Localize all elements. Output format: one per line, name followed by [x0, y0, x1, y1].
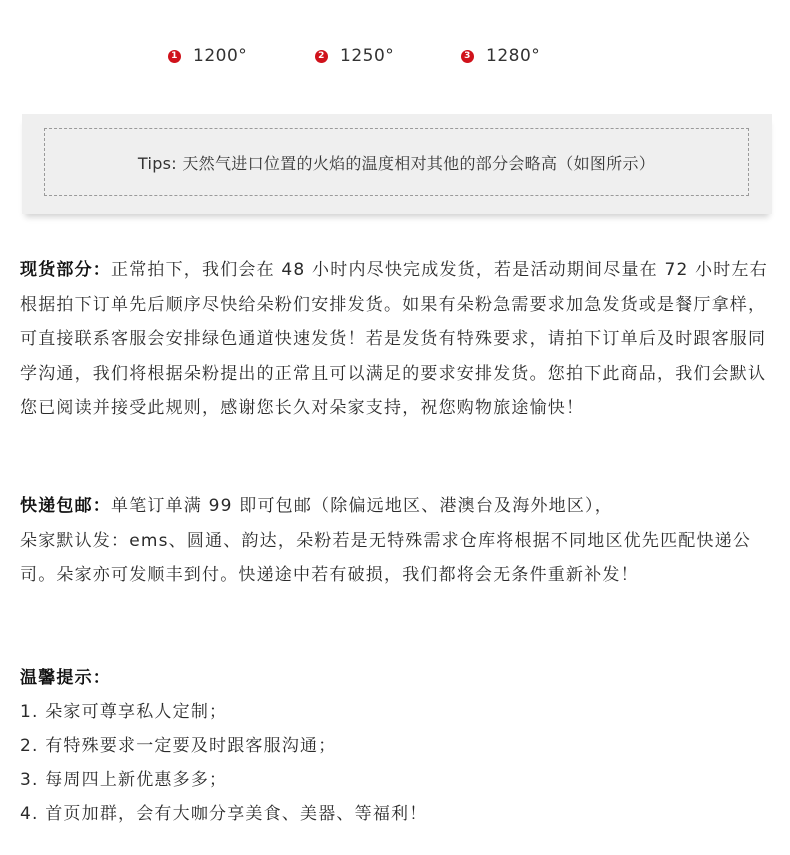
shipping-line: 单笔订单满 99 即可包邮（除偏远地区、港澳台及海外地区）， — [111, 496, 613, 516]
tip-text: Tips: 天然气进口位置的火焰的温度相对其他的部分会略高（如图所示） — [137, 153, 656, 173]
temperature-row — [0, 46, 790, 72]
tip-box — [22, 114, 772, 214]
number-badge-2: 2 — [315, 50, 328, 63]
notice-title: 温馨提示： — [20, 668, 111, 688]
notice-item: 2. 有特殊要求一定要及时跟客服沟通； — [20, 736, 337, 756]
shipping-line: 区优先匹配快递公司。朵家亦可发顺丰到付。快递途中若有破损，我们都将 — [20, 530, 752, 585]
stock-line: 已阅读并接受此规则，感谢您长久对朵家支持，祝您购物旅途愉快！ — [38, 398, 585, 418]
shipping-line: 会无条件重新补发！ — [475, 565, 639, 585]
tip-dashed-frame — [44, 128, 749, 196]
shipping-title: 快递包邮： — [20, 496, 111, 516]
number-badge-3: 3 — [461, 50, 474, 63]
temperature-value: 1280° — [486, 46, 541, 66]
temperature-value: 1250° — [340, 46, 395, 66]
stock-section — [20, 253, 772, 426]
stock-line: 朵粉提出的正常且可以满足的要求安排发货。您拍下此商品，我们会默认您 — [20, 363, 767, 418]
shipping-line: 朵家默认发：ems、圆通、韵达，朵粉若是无特殊需求仓库将根据不同地 — [20, 530, 606, 551]
temperature-value: 1200° — [193, 46, 248, 66]
stock-title: 现货部分： — [20, 260, 111, 280]
notice-item: 3. 每周四上新优惠多多； — [20, 770, 228, 790]
stock-line: 粉急需要求加急发货或是餐厅拿样，可直接联系客服会安排绿色通道快速发 — [20, 294, 767, 349]
stock-line: 正常拍下，我们会在 48 小时内尽快完成发货，若是活动期间尽 — [111, 260, 622, 280]
stock-line: 货！若是发货有特殊要求，请拍下订单后及时跟客服同学沟通，我们将根据 — [20, 329, 767, 384]
temperature-2 — [315, 46, 394, 66]
shipping-section — [20, 489, 772, 593]
notice-item: 1. 朵家可尊享私人定制； — [20, 702, 228, 722]
temperature-1 — [168, 46, 247, 66]
notice-item: 4. 首页加群，会有大咖分享美食、美器、等福利！ — [20, 804, 428, 824]
stock-line: 量在 72 小时左右根据拍下订单先后顺序尽快给朵粉们安排发货。如果有朵 — [20, 260, 768, 315]
number-badge-1: 1 — [168, 50, 181, 63]
notice-section — [20, 661, 772, 831]
temperature-3 — [461, 46, 540, 66]
